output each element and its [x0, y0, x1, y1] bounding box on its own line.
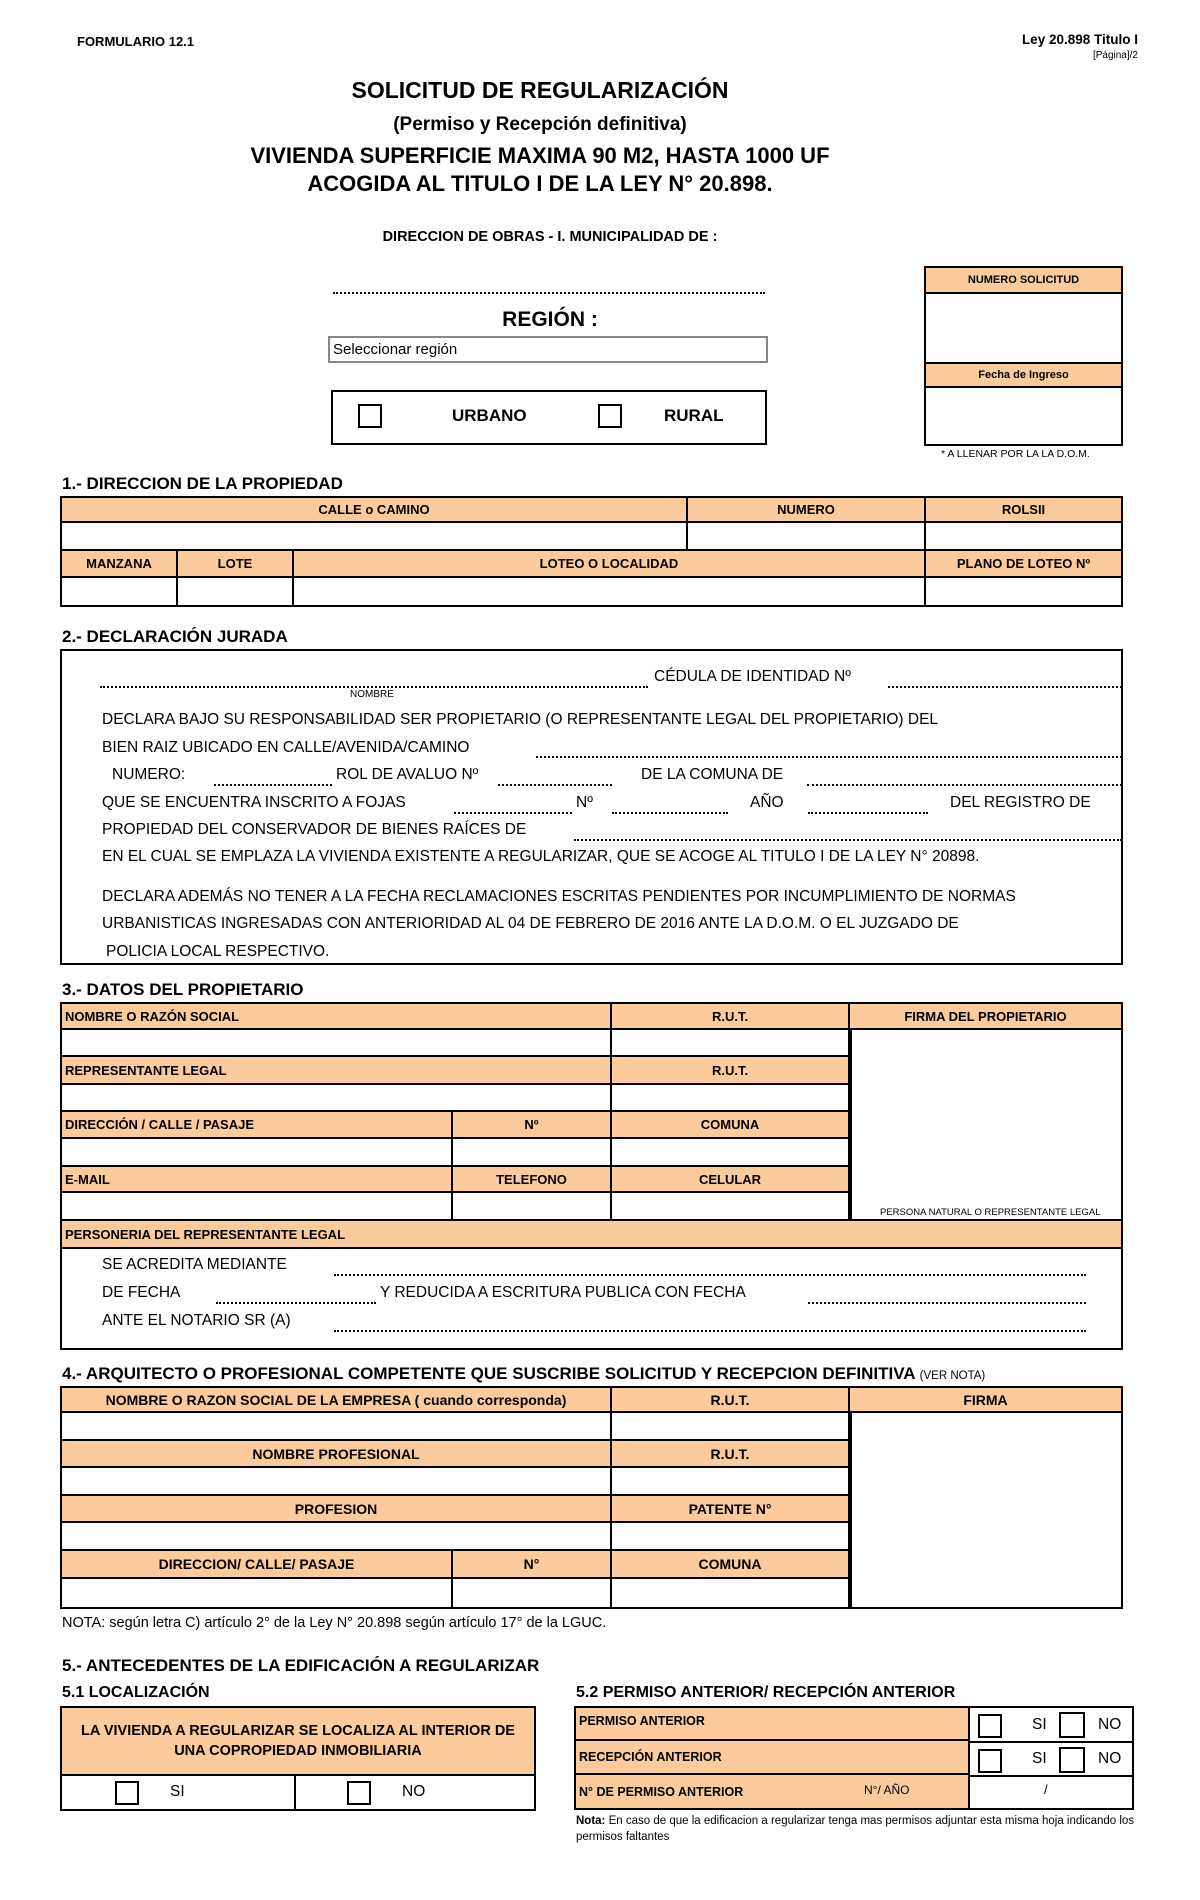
architect-signature-divider — [850, 1413, 852, 1607]
firma-arquitecto-field[interactable] — [850, 1413, 1121, 1607]
n-owner-field[interactable] — [453, 1139, 612, 1167]
permiso-no-label: NO — [1098, 1716, 1122, 1733]
direccion-arquitecto-field[interactable] — [62, 1579, 453, 1607]
escritura-fecha-field[interactable] — [808, 1302, 1086, 1304]
manzana-header: MANZANA — [62, 551, 178, 578]
section1-title: 1.- DIRECCION DE LA PROPIEDAD — [62, 474, 343, 493]
acredita-label: SE ACREDITA MEDIANTE — [102, 1256, 287, 1273]
permiso-row-rule-2 — [970, 1775, 1132, 1777]
celular-field[interactable] — [612, 1193, 850, 1221]
declaration-line3: EN EL CUAL SE EMPLAZA LA VIVIENDA EXISTENTE A REGULARIZAR, QUE SE ACOGE AL TITULO I DE LA LEY N° 20898. — [102, 848, 980, 865]
loteo-field[interactable] — [294, 578, 926, 605]
comuna-owner-header: COMUNA — [612, 1112, 850, 1139]
numero-label: NUMERO: — [112, 766, 186, 783]
law-reference: Ley 20.898 Titulo I — [1021, 32, 1138, 47]
declaration-line2: BIEN RAIZ UBICADO EN CALLE/AVENIDA/CAMINO — [102, 739, 470, 756]
telefono-header: TELEFONO — [453, 1167, 612, 1193]
empresa-header: NOMBRE O RAZON SOCIAL DE LA EMPRESA ( cuando corresponda) — [62, 1388, 612, 1413]
patente-field[interactable] — [612, 1523, 850, 1551]
declaration-line1: DECLARA BAJO SU RESPONSABILIDAD SER PROPIETARIO (O REPRESENTANTE LEGAL DEL PROPIETARIO) DEL — [102, 711, 939, 728]
profesional-header: NOMBRE PROFESIONAL — [62, 1441, 612, 1468]
direccion-owner-field[interactable] — [62, 1139, 453, 1167]
recepcion-no-checkbox[interactable] — [1059, 1747, 1085, 1773]
urbano-checkbox[interactable] — [358, 404, 382, 428]
section3-title: 3.- DATOS DEL PROPIETARIO — [62, 980, 304, 999]
form-title-line3: VIVIENDA SUPERFICIE MAXIMA 90 M2, HASTA 1000 UF — [250, 143, 830, 168]
profesion-field[interactable] — [62, 1523, 612, 1551]
recepcion-anterior-header: RECEPCIÓN ANTERIOR — [576, 1741, 968, 1775]
permiso-si-checkbox[interactable] — [978, 1714, 1002, 1738]
rut-empresa-field[interactable] — [612, 1413, 850, 1441]
numero-decl-field[interactable] — [214, 784, 332, 786]
page-number: [Página]/2 — [1092, 50, 1138, 61]
loteo-header: LOTEO O LOCALIDAD — [294, 551, 926, 578]
architect-note: NOTA: según letra C) artículo 2° de la Ley N° 20.898 según artículo 17° de la LGUC. — [62, 1615, 607, 1631]
recepcion-no-label: NO — [1098, 1750, 1122, 1767]
lote-header: LOTE — [178, 551, 294, 578]
fecha-field[interactable] — [216, 1302, 376, 1304]
recepcion-si-label: SI — [1032, 1750, 1047, 1767]
rut-profesional-field[interactable] — [612, 1468, 850, 1496]
n-inscripcion-field[interactable] — [612, 812, 728, 814]
form-number: FORMULARIO 12.1 — [77, 34, 195, 49]
comuna-arquitecto-header: COMUNA — [612, 1551, 850, 1579]
plano-field[interactable] — [926, 578, 1121, 605]
nota-text: En caso de que la edificacion a regularizar tenga mas permisos adjuntar esta misma hoja indicando los permisos faltantes — [576, 1815, 1135, 1843]
notario-label: ANTE EL NOTARIO SR (A) — [102, 1312, 291, 1329]
rut-owner-header: R.U.T. — [612, 1004, 850, 1030]
calle-field[interactable] — [62, 523, 688, 551]
calle-header: CALLE o CAMINO — [62, 498, 688, 523]
comuna-arquitecto-field[interactable] — [612, 1579, 850, 1607]
nota-label: Nota: — [576, 1815, 606, 1827]
representante-field[interactable] — [62, 1085, 612, 1112]
region-select[interactable]: Seleccionar región — [328, 336, 768, 363]
acredita-field[interactable] — [334, 1274, 1086, 1276]
localizacion-title: 5.1 LOCALIZACIÓN — [62, 1684, 210, 1701]
rut-representante-header: R.U.T. — [612, 1057, 850, 1085]
notario-field[interactable] — [334, 1330, 1086, 1332]
region-label: REGIÓN : — [502, 308, 598, 331]
numero-solicitud-field[interactable] — [926, 296, 1121, 362]
comuna-owner-field[interactable] — [612, 1139, 850, 1167]
comuna-label: DE LA COMUNA DE — [641, 766, 784, 783]
rol-field[interactable] — [926, 523, 1121, 551]
plano-header: PLANO DE LOTEO Nº — [926, 551, 1121, 578]
rural-checkbox[interactable] — [598, 404, 622, 428]
persona-natural-caption: PERSONA NATURAL O REPRESENTANTE LEGAL — [880, 1207, 1101, 1218]
rut-owner-field[interactable] — [612, 1030, 850, 1057]
permiso-si-label: SI — [1032, 1716, 1047, 1733]
nombre-field[interactable] — [100, 686, 648, 688]
rol-header: ROLSII — [926, 498, 1121, 523]
copropiedad-si-label: SI — [170, 1783, 185, 1800]
manzana-field[interactable] — [62, 578, 178, 605]
urbano-label: URBANO — [452, 406, 527, 425]
representante-header: REPRESENTANTE LEGAL — [62, 1057, 612, 1085]
registro-label: DEL REGISTRO DE — [950, 794, 1091, 811]
localizacion-divider — [294, 1776, 296, 1809]
nombre-caption: NOMBRE — [350, 689, 394, 700]
calle-avenida-field[interactable] — [536, 756, 1122, 758]
patente-header: PATENTE N° — [612, 1496, 850, 1523]
permiso-nota — [576, 1813, 1136, 1845]
firma-arquitecto-header: FIRMA — [850, 1388, 1121, 1413]
fecha-ingreso-field[interactable] — [926, 390, 1121, 444]
localizacion-question: LA VIVIENDA A REGULARIZAR SE LOCALIZA AL INTERIOR DE UNA COPROPIEDAD INMOBILIARIA — [62, 1708, 534, 1776]
lote-field[interactable] — [178, 578, 294, 605]
rol-avaluo-label: ROL DE AVALUO Nº — [336, 766, 479, 783]
cedula-field[interactable] — [888, 686, 1122, 688]
profesional-field[interactable] — [62, 1468, 612, 1496]
rut-profesional-header: R.U.T. — [612, 1441, 850, 1468]
email-field[interactable] — [62, 1193, 453, 1221]
cedula-label: CÉDULA DE IDENTIDAD Nº — [654, 668, 851, 685]
direccion-owner-header: DIRECCIÓN / CALLE / PASAJE — [62, 1112, 453, 1139]
copropiedad-si-checkbox[interactable] — [115, 1781, 139, 1805]
rol-avaluo-field[interactable] — [498, 784, 612, 786]
celular-header: CELULAR — [612, 1167, 850, 1193]
telefono-field[interactable] — [453, 1193, 612, 1221]
conservador-label: PROPIEDAD DEL CONSERVADOR DE BIENES RAÍCES DE — [102, 821, 527, 838]
declaration-line4: DECLARA ADEMÁS NO TENER A LA FECHA RECLAMACIONES ESCRITAS PENDIENTES POR INCUMPLIMIENTO DE NORMAS — [102, 888, 1016, 905]
declaration-line6: POLICIA LOCAL RESPECTIVO. — [106, 943, 330, 960]
n-arquitecto-header: N° — [453, 1551, 612, 1579]
anio-label: AÑO — [750, 794, 784, 811]
firma-owner-header: FIRMA DEL PROPIETARIO — [850, 1004, 1121, 1030]
section2-title: 2.- DECLARACIÓN JURADA — [62, 627, 288, 646]
section5-title: 5.- ANTECEDENTES DE LA EDIFICACIÓN A REGULARIZAR — [62, 1656, 540, 1675]
permiso-divider — [968, 1708, 970, 1808]
municipality-field[interactable] — [333, 292, 765, 294]
recepcion-si-checkbox[interactable] — [978, 1749, 1002, 1773]
escritura-label: Y REDUCIDA A ESCRITURA PUBLICA CON FECHA — [380, 1284, 746, 1301]
fecha-label: DE FECHA — [102, 1284, 181, 1301]
fojas-field[interactable] — [454, 812, 572, 814]
form-title-line4: ACOGIDA AL TITULO I DE LA LEY N° 20.898. — [307, 171, 773, 196]
rut-representante-field[interactable] — [612, 1085, 850, 1112]
comuna-decl-field[interactable] — [807, 784, 1122, 786]
numero-field[interactable] — [688, 523, 926, 551]
permiso-no-checkbox[interactable] — [1059, 1712, 1085, 1738]
section4-title — [62, 1364, 985, 1384]
form-title: SOLICITUD DE REGULARIZACIÓN — [351, 77, 729, 103]
email-header: E-MAIL — [62, 1167, 453, 1193]
fecha-ingreso-header: Fecha de Ingreso — [926, 362, 1121, 388]
copropiedad-no-label: NO — [402, 1783, 426, 1800]
permiso-anterior-header: PERMISO ANTERIOR — [576, 1708, 968, 1741]
conservador-field[interactable] — [574, 839, 1122, 841]
direccion-arquitecto-header: DIRECCION/ CALLE/ PASAJE — [62, 1551, 453, 1579]
profesion-header: PROFESION — [62, 1496, 612, 1523]
n-anio-label: N°/ AÑO — [864, 1783, 910, 1797]
empresa-field[interactable] — [62, 1413, 612, 1441]
nombre-razon-header: NOMBRE O RAZÓN SOCIAL — [62, 1004, 612, 1030]
anio-field[interactable] — [808, 812, 928, 814]
numero-solicitud-header: NUMERO SOLICITUD — [926, 268, 1121, 294]
copropiedad-no-checkbox[interactable] — [347, 1781, 371, 1805]
ver-nota-label: (VER NOTA) — [919, 1370, 986, 1382]
n-permiso-slash: / — [1044, 1782, 1048, 1797]
permiso-title: 5.2 PERMISO ANTERIOR/ RECEPCIÓN ANTERIOR — [576, 1684, 956, 1701]
municipality-label: DIRECCION DE OBRAS - I. MUNICIPALIDAD DE : — [382, 229, 718, 245]
fojas-label: QUE SE ENCUENTRA INSCRITO A FOJAS — [102, 794, 406, 811]
section4-title-text: 4.- ARQUITECTO O PROFESIONAL COMPETENTE QUE SUSCRIBE SOLICITUD Y RECEPCION DEFINITIVA — [62, 1364, 915, 1383]
nombre-razon-field[interactable] — [62, 1030, 612, 1057]
signature-divider — [850, 1030, 852, 1221]
declaration-line5: URBANISTICAS INGRESADAS CON ANTERIORIDAD AL 04 DE FEBRERO DE 2016 ANTE LA D.O.M. O EL JUZGADO DE — [102, 915, 959, 932]
form-subtitle: (Permiso y Recepción definitiva) — [393, 114, 687, 135]
n-permiso-header: N° DE PERMISO ANTERIOR — [576, 1775, 968, 1808]
n-label: Nº — [576, 794, 593, 811]
permiso-row-rule-1 — [970, 1741, 1132, 1743]
firma-owner-field[interactable] — [850, 1030, 1121, 1219]
rural-label: RURAL — [664, 406, 724, 425]
n-owner-header: Nº — [453, 1112, 612, 1139]
dom-note: * A LLENAR POR LA LA D.O.M. — [941, 448, 1090, 460]
rut-empresa-header: R.U.T. — [612, 1388, 850, 1413]
numero-header: NUMERO — [688, 498, 926, 523]
n-arquitecto-field[interactable] — [453, 1579, 612, 1607]
personeria-header: PERSONERIA DEL REPRESENTANTE LEGAL — [62, 1221, 1121, 1249]
